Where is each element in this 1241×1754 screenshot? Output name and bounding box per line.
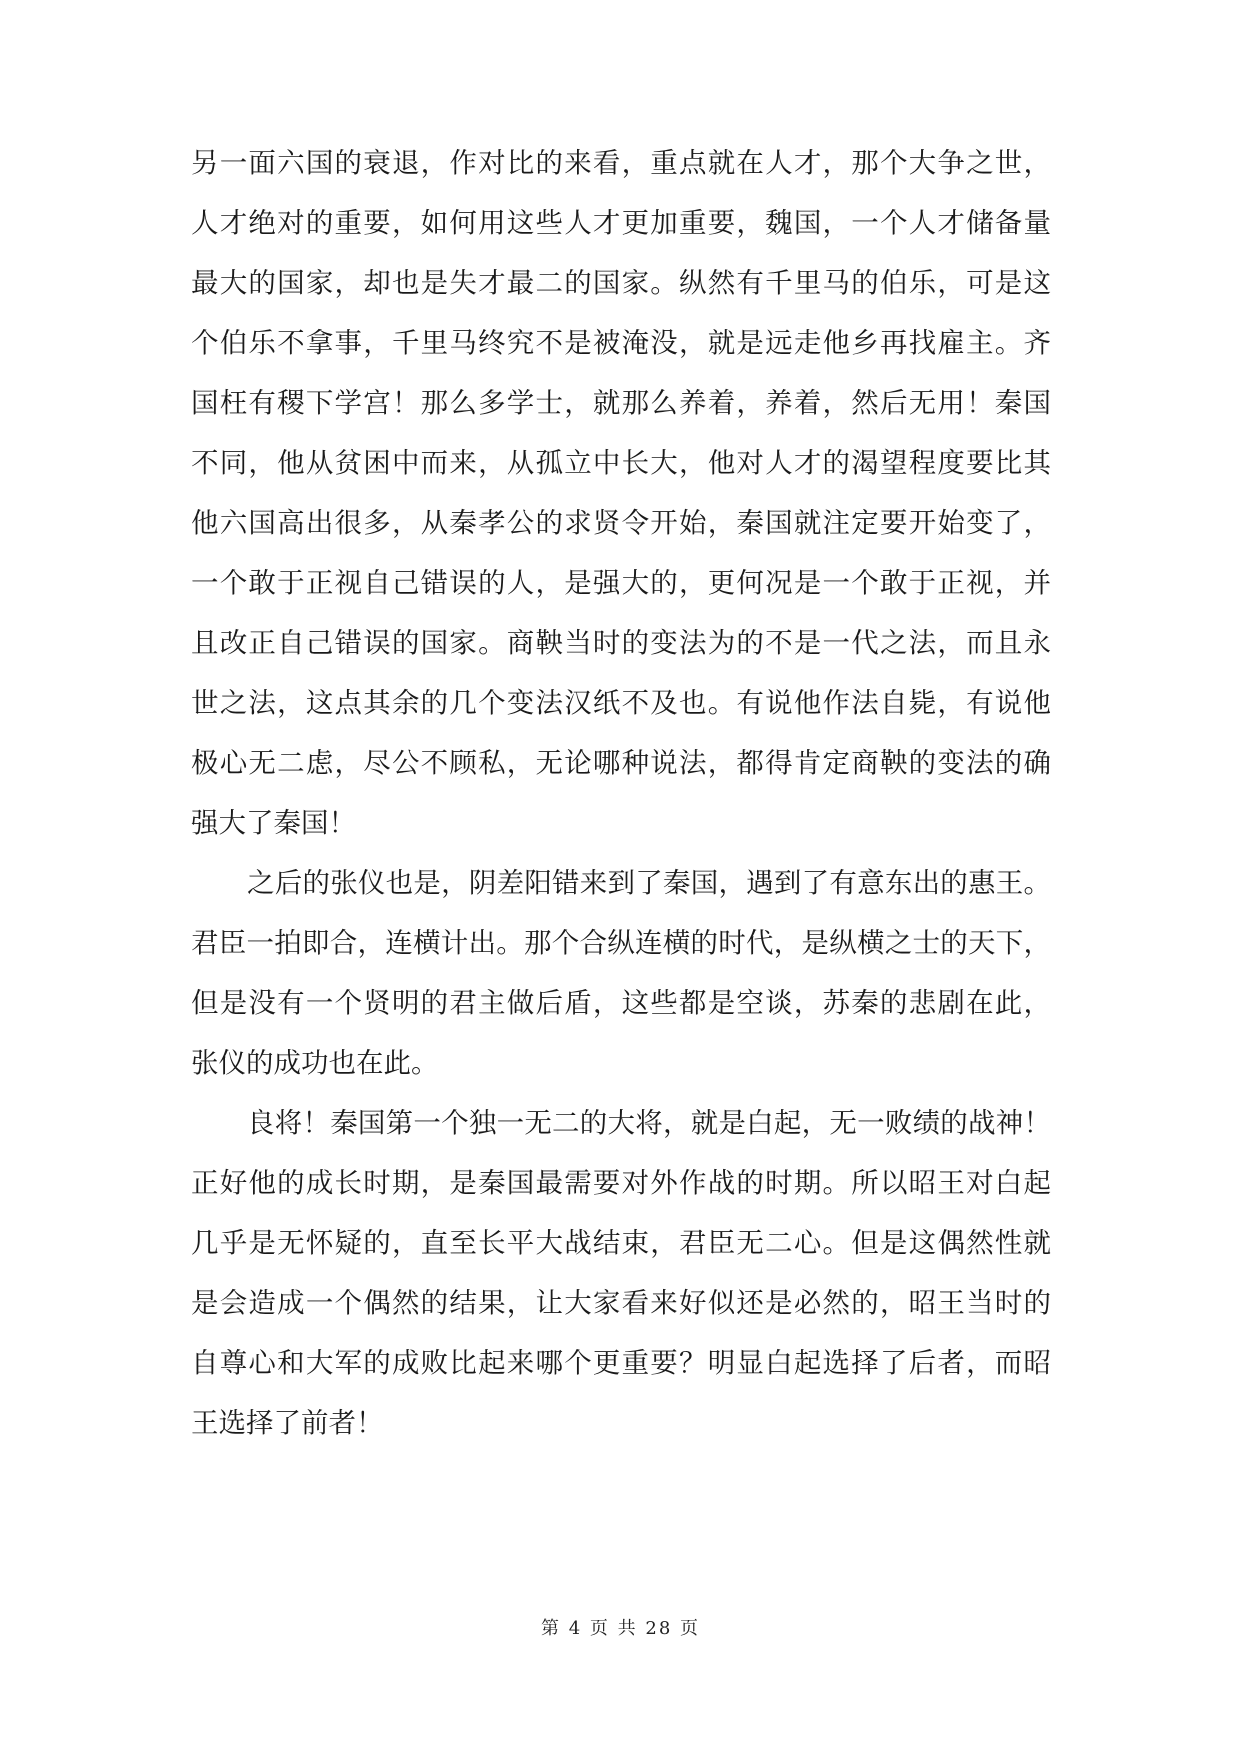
text-line: 几乎是无怀疑的，直至长平大战结束，君臣无二心。但是这偶然性就	[191, 1227, 1051, 1259]
text-line: 世之法，这点其余的几个变法汉纸不及也。有说他作法自毙，有说他	[191, 687, 1051, 719]
text-line: 但是没有一个贤明的君主做后盾，这些都是空谈，苏秦的悲剧在此，	[191, 987, 1051, 1019]
text-line: 良将！秦国第一个独一无二的大将，就是白起，无一败绩的战神！	[247, 1107, 1051, 1139]
text-line: 一个敢于正视自己错误的人，是强大的，更何况是一个敢于正视，并	[191, 567, 1051, 599]
current-page-number: 4	[568, 1618, 583, 1639]
text-line: 王选择了前者！	[191, 1407, 384, 1439]
text-line: 且改正自己错误的国家。商鞅当时的变法为的不是一代之法，而且永	[191, 627, 1051, 659]
text-line: 张仪的成功也在此。	[191, 1047, 439, 1079]
text-line: 是会造成一个偶然的结果，让大家看来好似还是必然的，昭王当时的	[191, 1287, 1051, 1319]
text-line: 自尊心和大军的成败比起来哪个更重要？明显白起选择了后者，而昭	[191, 1347, 1051, 1379]
text-line: 强大了秦国！	[191, 807, 356, 839]
text-line: 正好他的成长时期，是秦国最需要对外作战的时期。所以昭王对白起	[191, 1167, 1051, 1199]
footer-suffix: 页	[680, 1618, 701, 1639]
footer-prefix: 第	[540, 1618, 561, 1639]
text-line: 人才绝对的重要，如何用这些人才更加重要，魏国，一个人才储备量	[191, 207, 1051, 239]
text-line: 最大的国家，却也是失才最二的国家。纵然有千里马的伯乐，可是这	[191, 267, 1051, 299]
text-line: 极心无二虑，尽公不顾私，无论哪种说法，都得肯定商鞅的变法的确	[191, 747, 1051, 779]
page-footer	[0, 1614, 1241, 1640]
text-line: 个伯乐不拿事，千里马终究不是被淹没，就是远走他乡再找雇主。齐	[191, 327, 1051, 359]
text-line: 国枉有稷下学宫！那么多学士，就那么养着，养着，然后无用！秦国	[191, 387, 1051, 419]
footer-middle: 页 共	[589, 1618, 638, 1639]
text-line: 另一面六国的衰退，作对比的来看，重点就在人才，那个大争之世，	[191, 147, 1051, 179]
text-line: 君臣一拍即合，连横计出。那个合纵连横的时代，是纵横之士的天下，	[191, 927, 1051, 959]
total-pages-number: 28	[645, 1618, 673, 1639]
text-line: 之后的张仪也是，阴差阳错来到了秦国，遇到了有意东出的惠王。	[247, 867, 1051, 899]
text-line: 他六国高出很多，从秦孝公的求贤令开始，秦国就注定要开始变了，	[191, 507, 1051, 539]
text-line: 不同，他从贫困中而来，从孤立中长大，他对人才的渴望程度要比其	[191, 447, 1051, 479]
